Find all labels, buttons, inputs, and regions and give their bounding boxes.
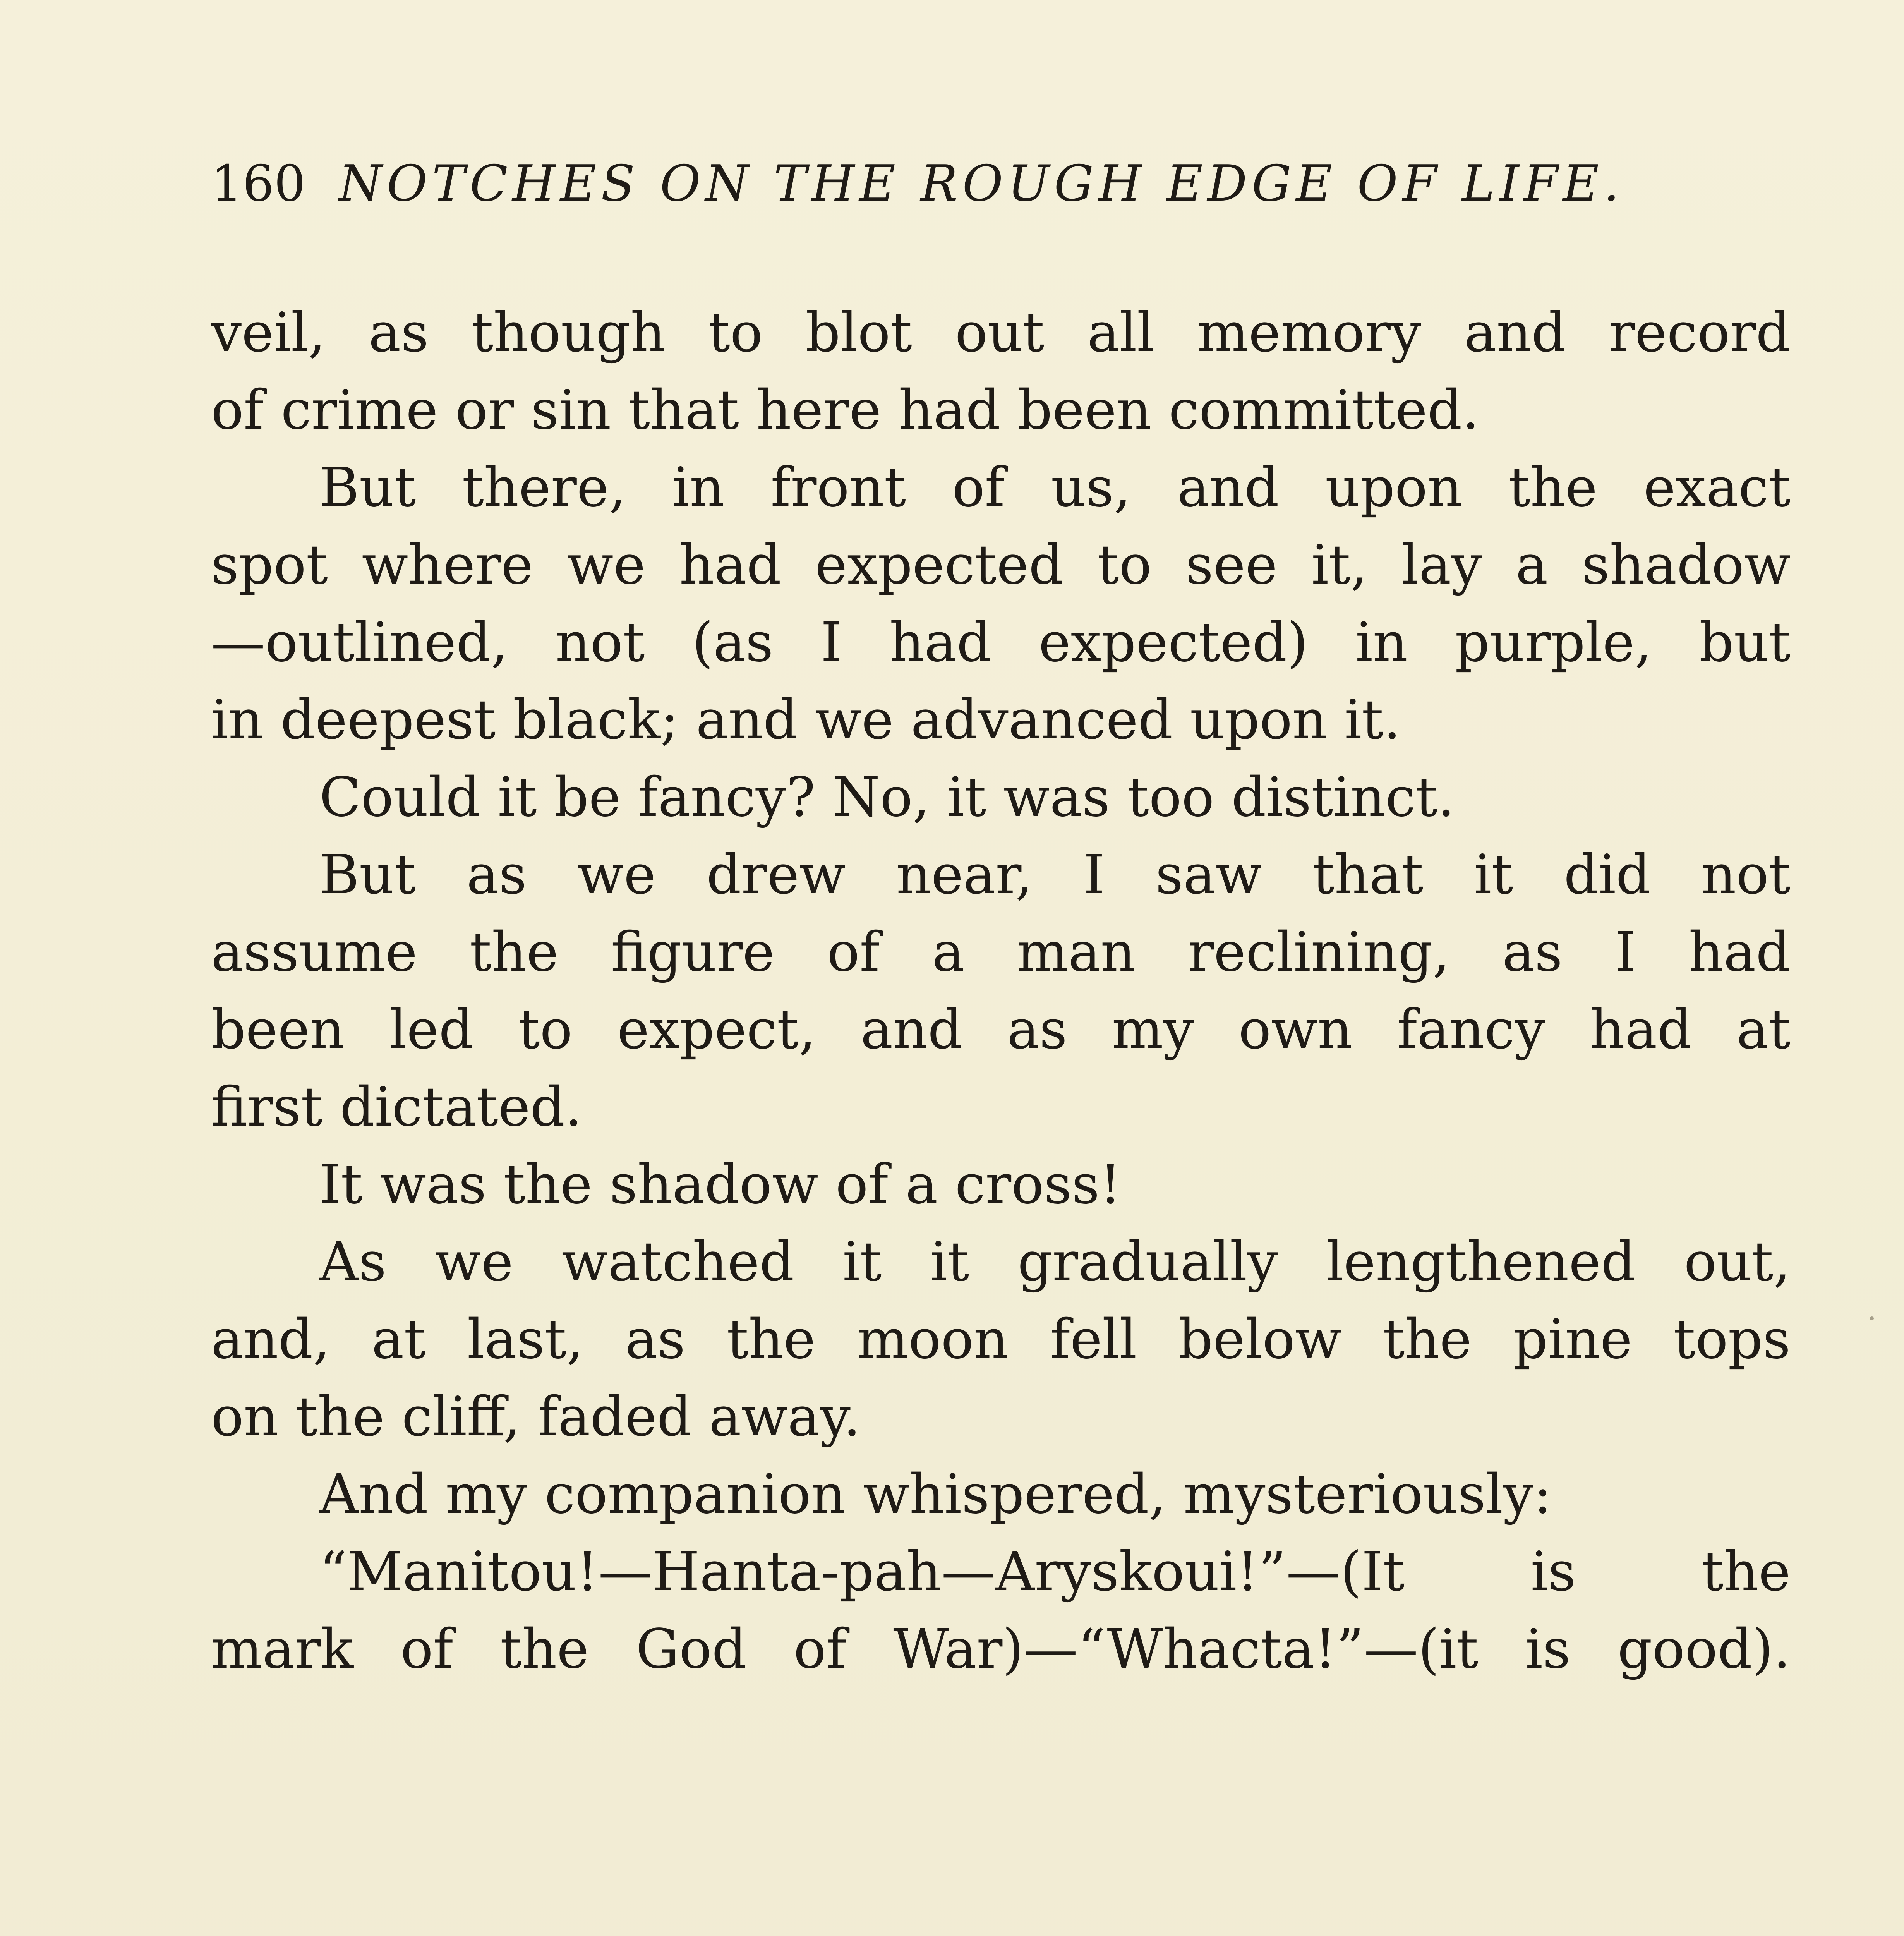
text-line: And my companion whispered, mysteriously: xyxy=(319,1463,1552,1526)
text-line: —outlined, not (as I had expected) in purple, but xyxy=(211,611,1791,674)
page-number: 160 xyxy=(211,155,306,213)
text-line: been led to expect, and as my own fancy had at xyxy=(211,998,1791,1061)
text-line: Could it be fancy? No, it was too distinct. xyxy=(319,766,1455,829)
body-text xyxy=(211,294,1791,1688)
text-line: It was the shadow of a cross! xyxy=(319,1153,1122,1216)
text-line: first dictated. xyxy=(211,1076,582,1139)
text-line: of crime or sin that here had been committed. xyxy=(211,379,1479,442)
text-line: But there, in front of us, and upon the exact xyxy=(319,456,1791,519)
text-line: on the cliff, faded away. xyxy=(211,1385,861,1449)
text-line: mark of the God of War)—“Whacta!”—(it is good). xyxy=(211,1618,1791,1681)
text-line: As we watched it it gradually lengthened out, xyxy=(319,1231,1791,1294)
running-head xyxy=(211,153,1732,215)
text-line: “Manitou!—Hanta-pah—Aryskoui!”—(It is the xyxy=(319,1540,1791,1603)
running-title: NOTCHES ON THE ROUGH EDGE OF LIFE. xyxy=(339,155,1624,213)
text-line: But as we drew near, I saw that it did not xyxy=(319,843,1791,906)
paper-speck xyxy=(1870,1316,1874,1320)
text-line: veil, as though to blot out all memory and record xyxy=(211,301,1791,364)
text-line: spot where we had expected to see it, lay a shadow xyxy=(211,534,1791,597)
text-line: and, at last, as the moon fell below the pine tops xyxy=(211,1308,1791,1371)
text-line: in deepest black; and we advanced upon it. xyxy=(211,688,1401,752)
text-line: assume the figure of a man reclining, as I had xyxy=(211,921,1791,984)
